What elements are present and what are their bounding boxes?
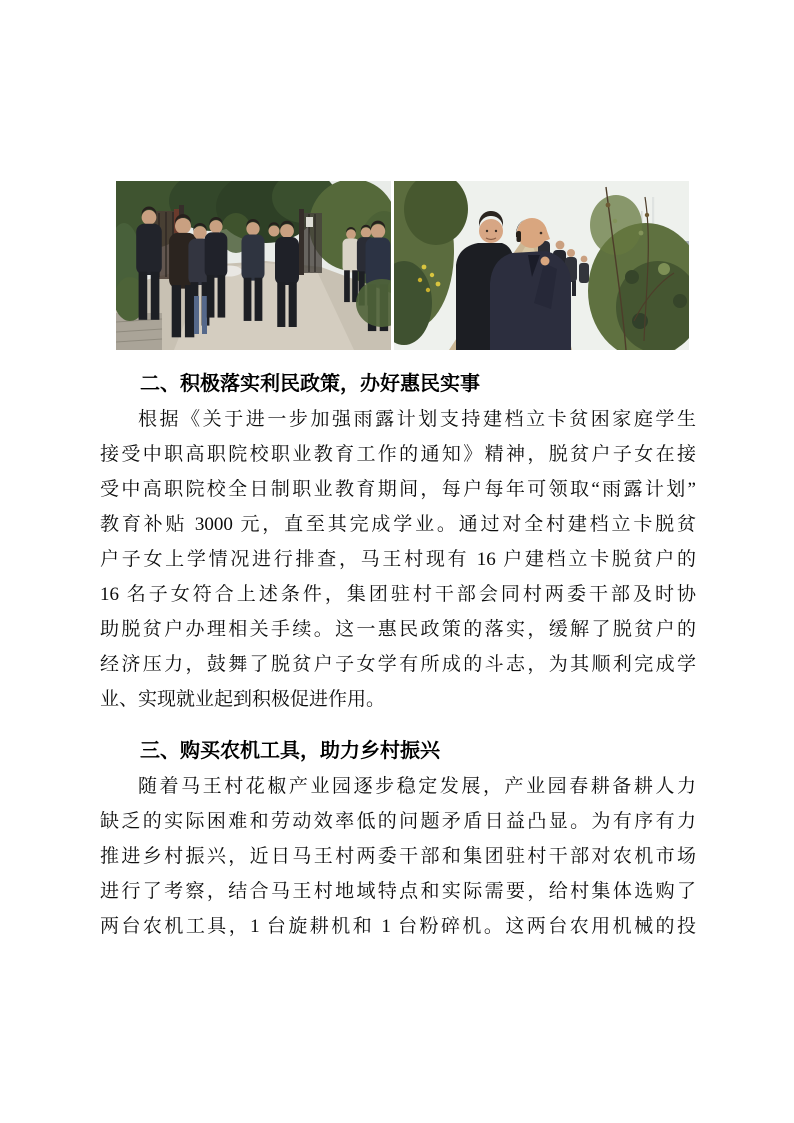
body-line: 接受中职高职院校职业教育工作的通知》精神，脱贫户子女在接 bbox=[100, 444, 696, 465]
section-heading-2: 二、积极落实利民政策，办好惠民实事 bbox=[140, 373, 480, 395]
section-heading-3: 三、购买农机工具，助力乡村振兴 bbox=[140, 740, 440, 762]
photo-left-group-at-gate bbox=[116, 181, 391, 350]
body-line: 业、实现就业起到积极促进作用。 bbox=[100, 689, 386, 710]
body-line: 受中高职院校全日制职业教育期间，每户每年可领取“雨露计划” bbox=[100, 479, 696, 500]
body-line: 教育补贴 3000 元，直至其完成学业。通过对全村建档立卡脱贫 bbox=[100, 514, 696, 535]
body-line: 两台农机工具，1 台旋耕机和 1 台粉碎机。这两台农用机械的投 bbox=[100, 916, 696, 937]
body-line: 16 名子女符合上述条件，集团驻村干部会同村两委干部及时协 bbox=[100, 584, 696, 605]
body-line: 户子女上学情况进行排查，马王村现有 16 户建档立卡脱贫户的 bbox=[100, 549, 696, 570]
photo-right-path-inspection bbox=[394, 181, 689, 350]
body-line: 推进乡村振兴，近日马王村两委干部和集团驻村干部对农机市场 bbox=[100, 846, 696, 867]
body-line: 缺乏的实际困难和劳动效率低的问题矛盾日益凸显。为有序有力 bbox=[100, 811, 696, 832]
body-line: 根据《关于进一步加强雨露计划支持建档立卡贫困家庭学生 bbox=[138, 409, 696, 430]
photo-row bbox=[116, 181, 689, 350]
document-body bbox=[100, 367, 696, 944]
body-line: 助脱贫户办理相关手续。这一惠民政策的落实，缓解了脱贫户的 bbox=[100, 619, 696, 640]
body-line: 随着马王村花椒产业园逐步稳定发展，产业园春耕备耕人力 bbox=[138, 776, 696, 797]
body-line: 进行了考察，结合马王村地域特点和实际需要，给村集体选购了 bbox=[100, 881, 696, 902]
body-line: 经济压力，鼓舞了脱贫户子女学有所成的斗志，为其顺利完成学 bbox=[100, 654, 696, 675]
